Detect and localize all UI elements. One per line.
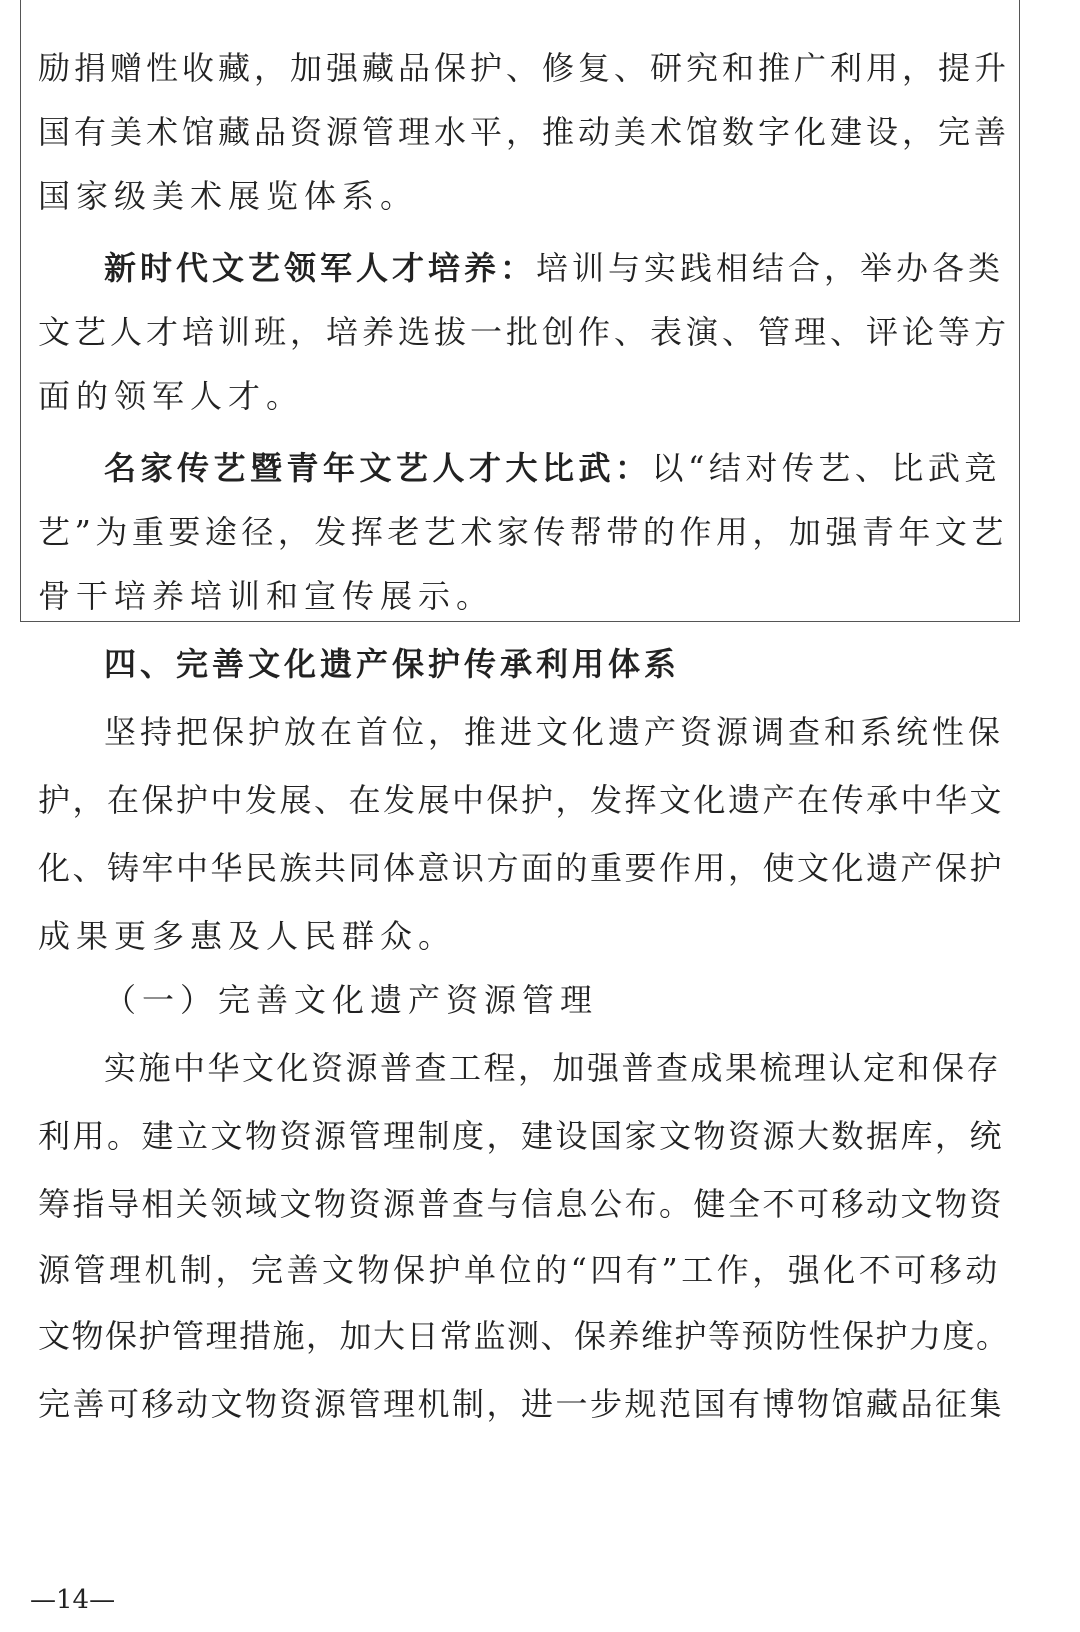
body-line-1: 实施中华文化资源普查工程，加强普查成果梳理认定和保存 (104, 1049, 1002, 1087)
box-paragraph-3-line-1 (104, 448, 1001, 488)
talent-program-term: 新时代文艺领军人才培养： (104, 249, 537, 287)
page-number: —14— (30, 1585, 116, 1615)
talent-program-text: 培训与实践相结合，举办各类 (536, 249, 1005, 287)
box-paragraph-3-line-2: 艺”为重要途径，发挥老艺术家传帮带的作用，加强青年文艺 (38, 513, 1008, 551)
box-paragraph-1-line-3: 国家级美术展览体系。 (38, 177, 419, 215)
intro-line-1: 坚持把保护放在首位，推进文化遗产资源调查和系统性保 (104, 713, 1005, 751)
box-paragraph-2-line-2: 文艺人才培训班，培养选拔一批创作、表演、管理、评论等方 (38, 313, 1011, 351)
master-artists-term: 名家传艺暨青年文艺人才大比武： (104, 449, 652, 487)
box-paragraph-1-line-1: 励捐赠性收藏，加强藏品保护、修复、研究和推广利用，提升 (38, 49, 1011, 87)
subheading: （一）完善文化遗产资源管理 (104, 981, 599, 1019)
body-line-5: 文物保护管理措施，加大日常监测、保养维护等预防性保护力度。 (38, 1317, 1010, 1355)
box-paragraph-2-line-1 (104, 248, 1004, 288)
box-paragraph-1-line-2: 国有美术馆藏品资源管理水平，推动美术馆数字化建设，完善 (38, 113, 1011, 151)
intro-line-4: 成果更多惠及人民群众。 (38, 917, 457, 955)
body-line-2: 利用。建立文物资源管理制度，建设国家文物资源大数据库，统 (38, 1117, 1005, 1155)
body-line-3: 筹指导相关领域文物资源普查与信息公布。健全不可移动文物资 (38, 1185, 1005, 1223)
box-paragraph-2-line-3: 面的领军人才。 (38, 377, 305, 415)
intro-line-2: 护，在保护中发展、在发展中保护，发挥文化遗产在传承中华文 (38, 781, 1005, 819)
body-line-4: 源管理机制，完善文物保护单位的“四有”工作，强化不可移动 (38, 1251, 1001, 1289)
body-line-6: 完善可移动文物资源管理机制，进一步规范国有博物馆藏品征集 (38, 1385, 1005, 1423)
box-paragraph-3-line-3: 骨干培养培训和宣传展示。 (38, 577, 495, 615)
master-artists-text: 以“结对传艺、比武竞 (651, 449, 1001, 487)
section-heading: 四、完善文化遗产保护传承利用体系 (104, 645, 681, 683)
intro-line-3: 化、铸牢中华民族共同体意识方面的重要作用，使文化遗产保护 (38, 849, 1005, 887)
